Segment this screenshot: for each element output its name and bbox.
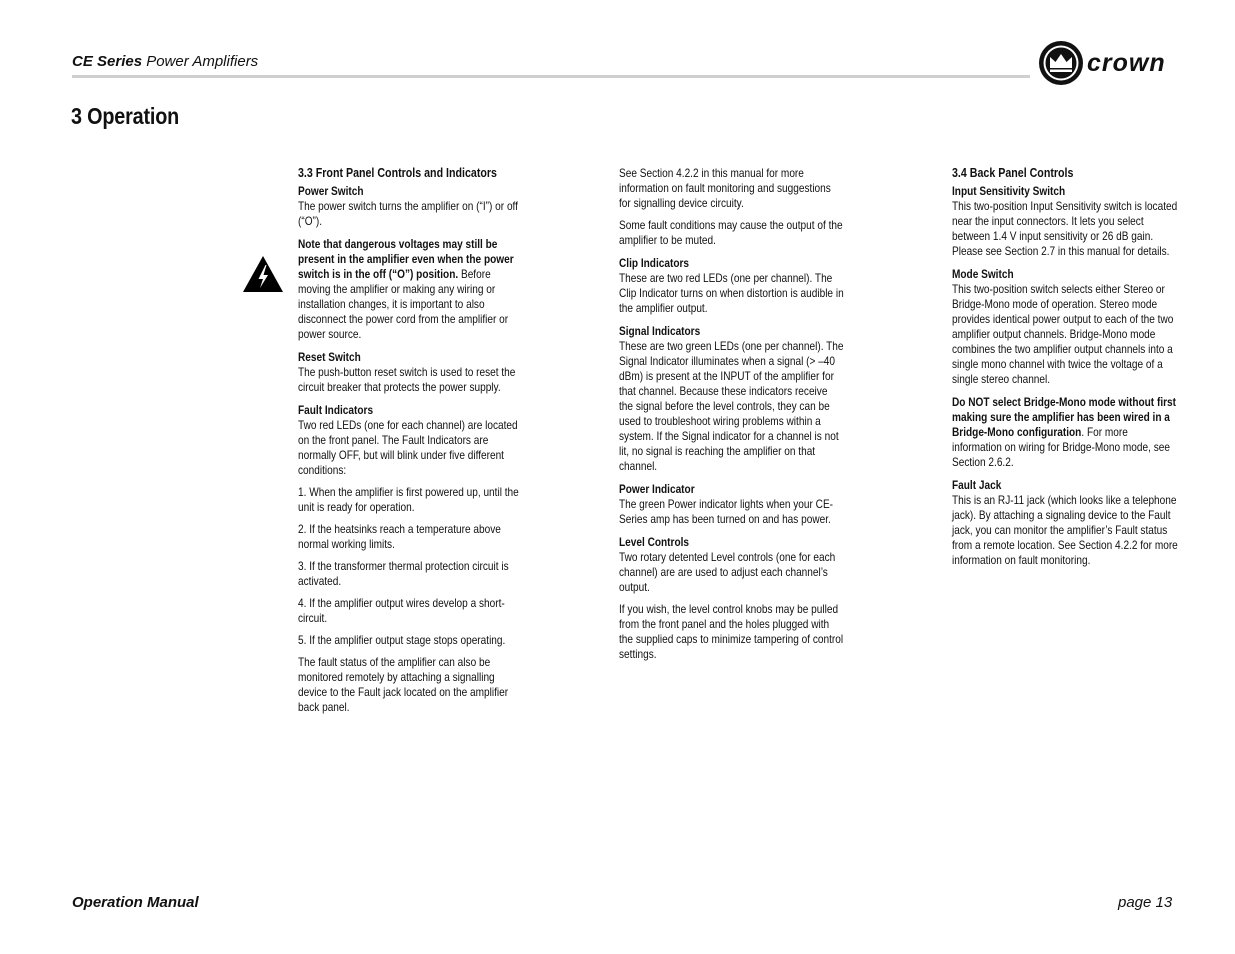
reset-switch-text: The push-button reset switch is used to reset the circuit breaker that protects the power supply. (298, 365, 516, 394)
bridge-mono-text: . For more information on wiring for Bridge-Mono mode, see Section 2.6.2. (952, 425, 1170, 469)
header-series: CE Series (72, 53, 143, 70)
logo-wordmark: crown (1087, 49, 1166, 77)
column-indicators (619, 166, 887, 669)
power-switch-heading: Power Switch (298, 184, 364, 198)
power-indicator-text: The green Power indicator lights when your CE-Series amp has been turned on and has power. (619, 497, 834, 526)
fault-indicators-text: Two red LEDs (one for each channel) are located on the front panel. The Fault Indicators are normally OFF, but will blink under five different conditions: (298, 418, 518, 477)
mode-switch-text: This two-position switch selects either Stereo or Bridge-Mono mode of operation. Stereo mode provides identical power output to each of the two amplifier output channels. Bridge-Mono mode combines the two amplifier output channels into a single mono channel with twice the voltage of a single stereo channel. (952, 282, 1174, 386)
see-section-text: See Section 4.2.2 in this manual for more information on fault monitoring and suggestions for signalling device circuity. (619, 166, 831, 210)
fault-remote-text: The fault status of the amplifier can also be monitored remotely by attaching a signalling device to the Fault jack located on the amplifier back panel. (298, 655, 509, 714)
clip-indicators-heading: Clip Indicators (619, 256, 690, 270)
warning-bold-text: Note that dangerous voltages may still be present in the amplifier even when the power switch is in the off (“O”) position. (298, 237, 514, 281)
fault-condition-item: 3. If the transformer thermal protection circuit is activated. (298, 559, 509, 588)
warning-paragraph (298, 237, 523, 342)
chapter-title: 3 Operation (71, 103, 180, 129)
fault-jack-heading: Fault Jack (952, 478, 1002, 492)
header-subtitle: Power Amplifiers (142, 53, 259, 70)
section-title-front-panel: 3.3 Front Panel Controls and Indicators (298, 166, 497, 180)
warning-text: Before moving the amplifier or making any wiring or installation changes, it is important to also disconnect the power cord from the amplifier or power source. (298, 267, 509, 341)
section-title-back-panel: 3.4 Back Panel Controls (952, 166, 1074, 180)
clip-indicators-text: These are two red LEDs (one per channel). The Clip Indicator turns on when distortion is audible in the amplifier output. (619, 271, 844, 315)
fault-condition-item: 1. When the amplifier is first powered up, until the unit is ready for operation. (298, 485, 519, 514)
input-sensitivity-heading: Input Sensitivity Switch (952, 184, 1066, 198)
mode-switch-heading: Mode Switch (952, 267, 1014, 281)
fault-jack-text: This is an RJ-11 jack (which looks like a telephone jack). By attaching a signaling device to the Fault jack, you can monitor the amplifier’s Fault status from a remote location. See Section 4.2.2 for more information on fault monitoring. (952, 493, 1178, 567)
level-controls-text-2: If you wish, the level control knobs may be pulled from the front panel and the holes plugged with the supplied caps to minimize tampering of control settings. (619, 602, 844, 661)
signal-indicators-heading: Signal Indicators (619, 324, 701, 338)
bridge-mono-bold-text: Do NOT select Bridge-Mono mode without first making sure the amplifier has been wired in a Bridge-Mono configuration (952, 395, 1177, 439)
header-title (72, 53, 258, 70)
high-voltage-warning-icon (242, 255, 284, 293)
level-controls-heading: Level Controls (619, 535, 690, 549)
column-back-panel (952, 166, 1224, 575)
input-sensitivity-text: This two-position Input Sensitivity switch is located near the input connectors. It lets you select between 1.4 V input sensitivity or 26 dB gain. Please see Section 2.7 in this manual for details. (952, 199, 1178, 258)
crown-logo (1037, 39, 1182, 87)
signal-indicators-text: These are two green LEDs (one per channel). The Signal Indicator illuminates when a signal (> –40 dBm) is present at the INPUT of the amplifier for that channel. Because these indicators receive the signal before the level controls, they can be used to troubleshoot wiring problems within a system. If the Signal indicator for a channel is not lit, no signal is reaching the amplifier on that channel. (619, 339, 844, 473)
muted-text: Some fault conditions may cause the output of the amplifier to be muted. (619, 218, 843, 247)
level-controls-text: Two rotary detented Level controls (one for each channel) are are used to adjust each channel’s output. (619, 550, 836, 594)
header-rule (72, 75, 1030, 78)
column-front-panel (298, 166, 566, 722)
fault-condition-item: 2. If the heatsinks reach a temperature above normal working limits. (298, 522, 501, 551)
reset-switch-heading: Reset Switch (298, 350, 361, 364)
power-indicator-heading: Power Indicator (619, 482, 695, 496)
fault-condition-item: 4. If the amplifier output wires develop a short-circuit. (298, 596, 505, 625)
fault-condition-item: 5. If the amplifier output stage stops operating. (298, 633, 506, 647)
power-switch-text: The power switch turns the amplifier on (“I”) or off (“O”). (298, 199, 518, 228)
bridge-mono-warning (952, 395, 1180, 470)
footer-page-number: page 13 (1118, 894, 1173, 911)
fault-indicators-heading: Fault Indicators (298, 403, 374, 417)
footer-manual-title: Operation Manual (72, 894, 199, 911)
